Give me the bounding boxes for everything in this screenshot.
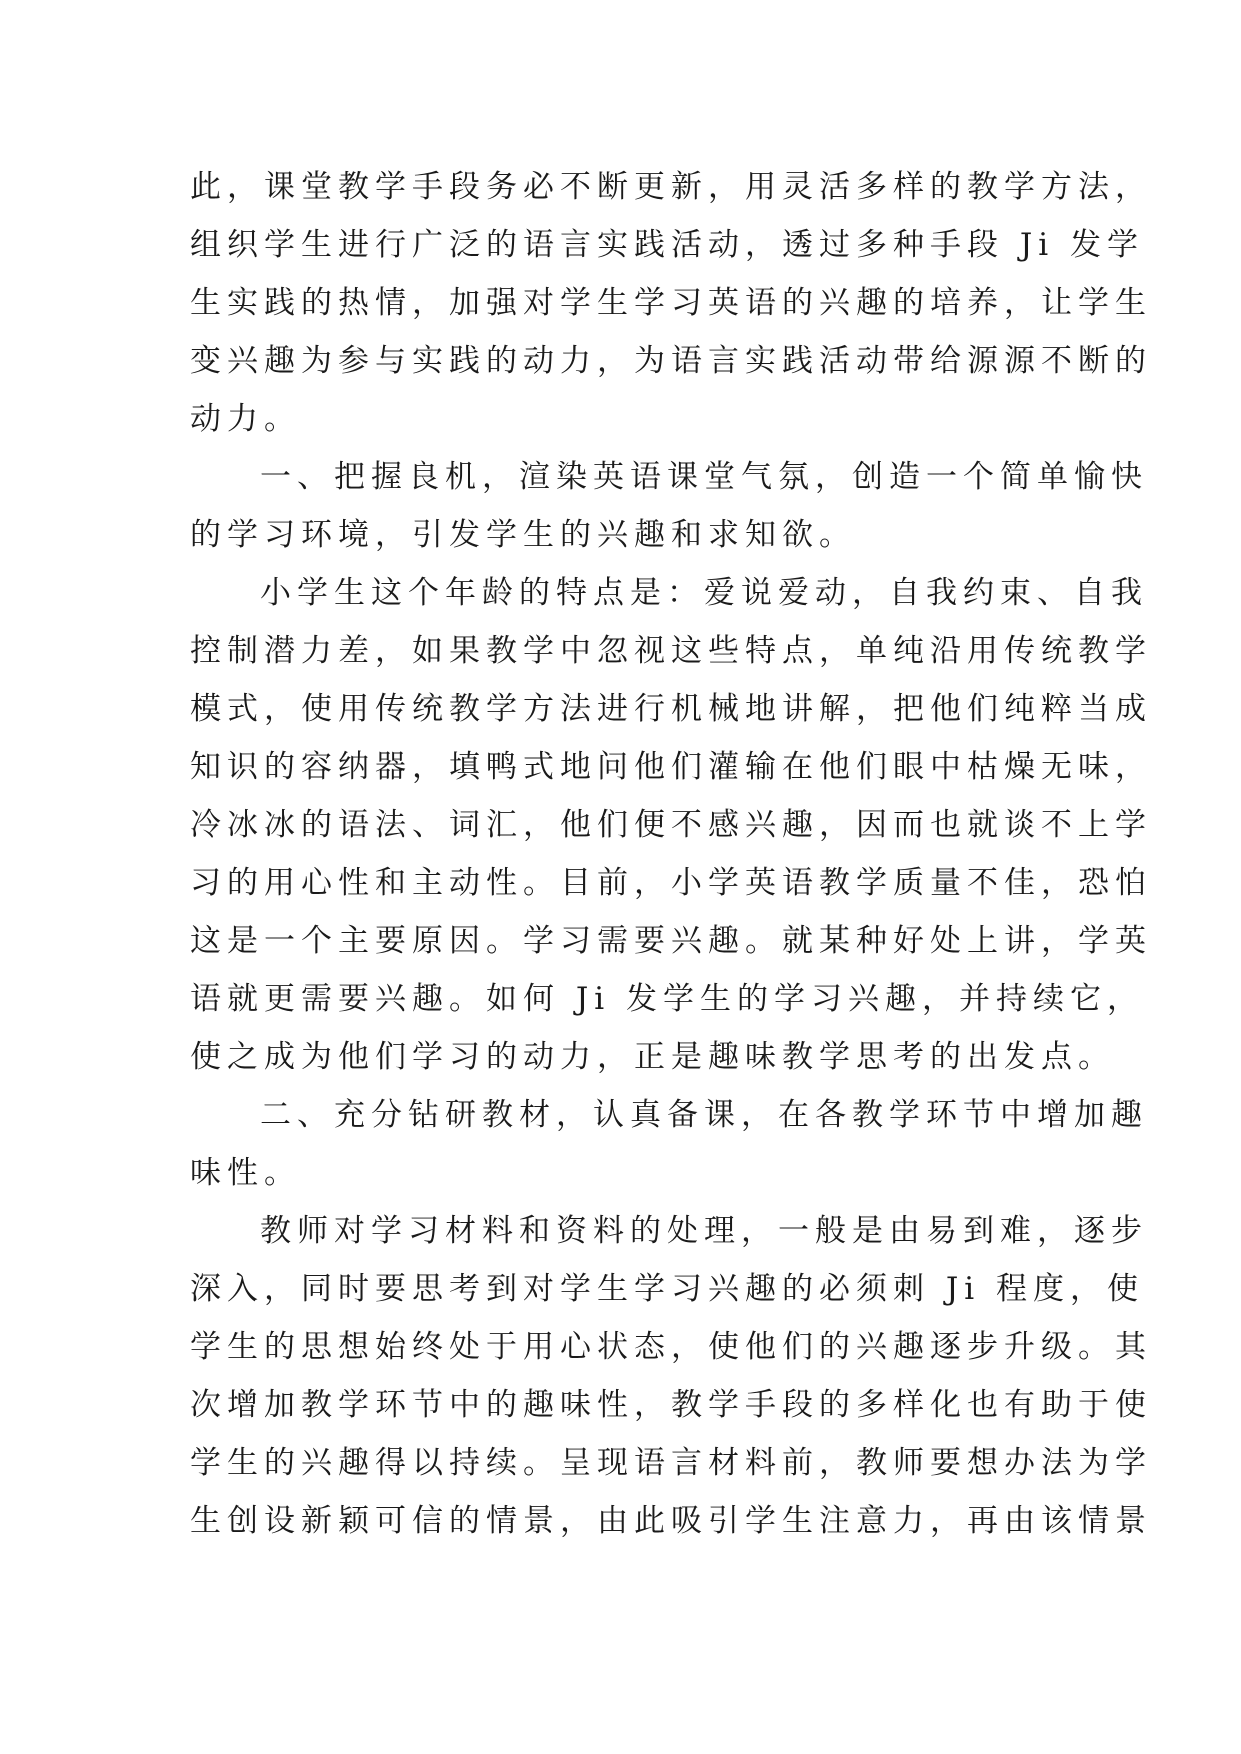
text-line: 动力。	[190, 401, 301, 437]
text-line: 语就更需要兴趣。如何 Ji 发学生的学习兴趣，并持续它，	[190, 981, 1145, 1017]
text-line: 控制潜力差，如果教学中忽视这些特点，单纯沿用传统教学	[190, 633, 1152, 669]
paragraph-start: 小学生这个年龄的特点是：爱说爱动，自我约束、自我	[260, 575, 1148, 611]
text-line: 次增加教学环节中的趣味性，教学手段的多样化也有助于使	[190, 1387, 1152, 1423]
section-heading-1: 一、把握良机，渲染英语课堂气氛，创造一个简单愉快	[260, 459, 1148, 495]
paragraph-start: 教师对学习材料和资料的处理，一般是由易到难，逐步	[260, 1213, 1148, 1249]
section-heading-1-cont: 的学习环境，引发学生的兴趣和求知欲。	[190, 517, 856, 553]
body-text	[190, 158, 1152, 1550]
text-line: 生实践的热情，加强对学生学习英语的兴趣的培养，让学生	[190, 285, 1152, 321]
text-line: 学生的思想始终处于用心状态，使他们的兴趣逐步升级。其	[190, 1329, 1152, 1365]
text-line: 习的用心性和主动性。目前，小学英语教学质量不佳，恐怕	[190, 865, 1152, 901]
text-line: 模式，使用传统教学方法进行机械地讲解，把他们纯粹当成	[190, 691, 1152, 727]
text-line: 这是一个主要原因。学习需要兴趣。就某种好处上讲，学英	[190, 923, 1152, 959]
text-line: 学生的兴趣得以持续。呈现语言材料前，教师要想办法为学	[190, 1445, 1152, 1481]
text-line: 冷冰冰的语法、词汇，他们便不感兴趣，因而也就谈不上学	[190, 807, 1152, 843]
section-heading-2: 二、充分钻研教材，认真备课，在各教学环节中增加趣	[260, 1097, 1148, 1133]
text-line: 使之成为他们学习的动力，正是趣味教学思考的出发点。	[190, 1039, 1115, 1075]
text-line: 知识的容纳器，填鸭式地问他们灌输在他们眼中枯燥无味，	[190, 749, 1152, 785]
section-heading-2-cont: 味性。	[190, 1155, 301, 1191]
text-line: 此，课堂教学手段务必不断更新，用灵活多样的教学方法，	[190, 169, 1152, 205]
text-line: 深入，同时要思考到对学生学习兴趣的必须刺 Ji 程度，使	[190, 1271, 1145, 1307]
text-line: 生创设新颖可信的情景，由此吸引学生注意力，再由该情景	[190, 1503, 1152, 1539]
text-line: 组织学生进行广泛的语言实践活动，透过多种手段 Ji 发学	[190, 227, 1145, 263]
text-line: 变兴趣为参与实践的动力，为语言实践活动带给源源不断的	[190, 343, 1152, 379]
